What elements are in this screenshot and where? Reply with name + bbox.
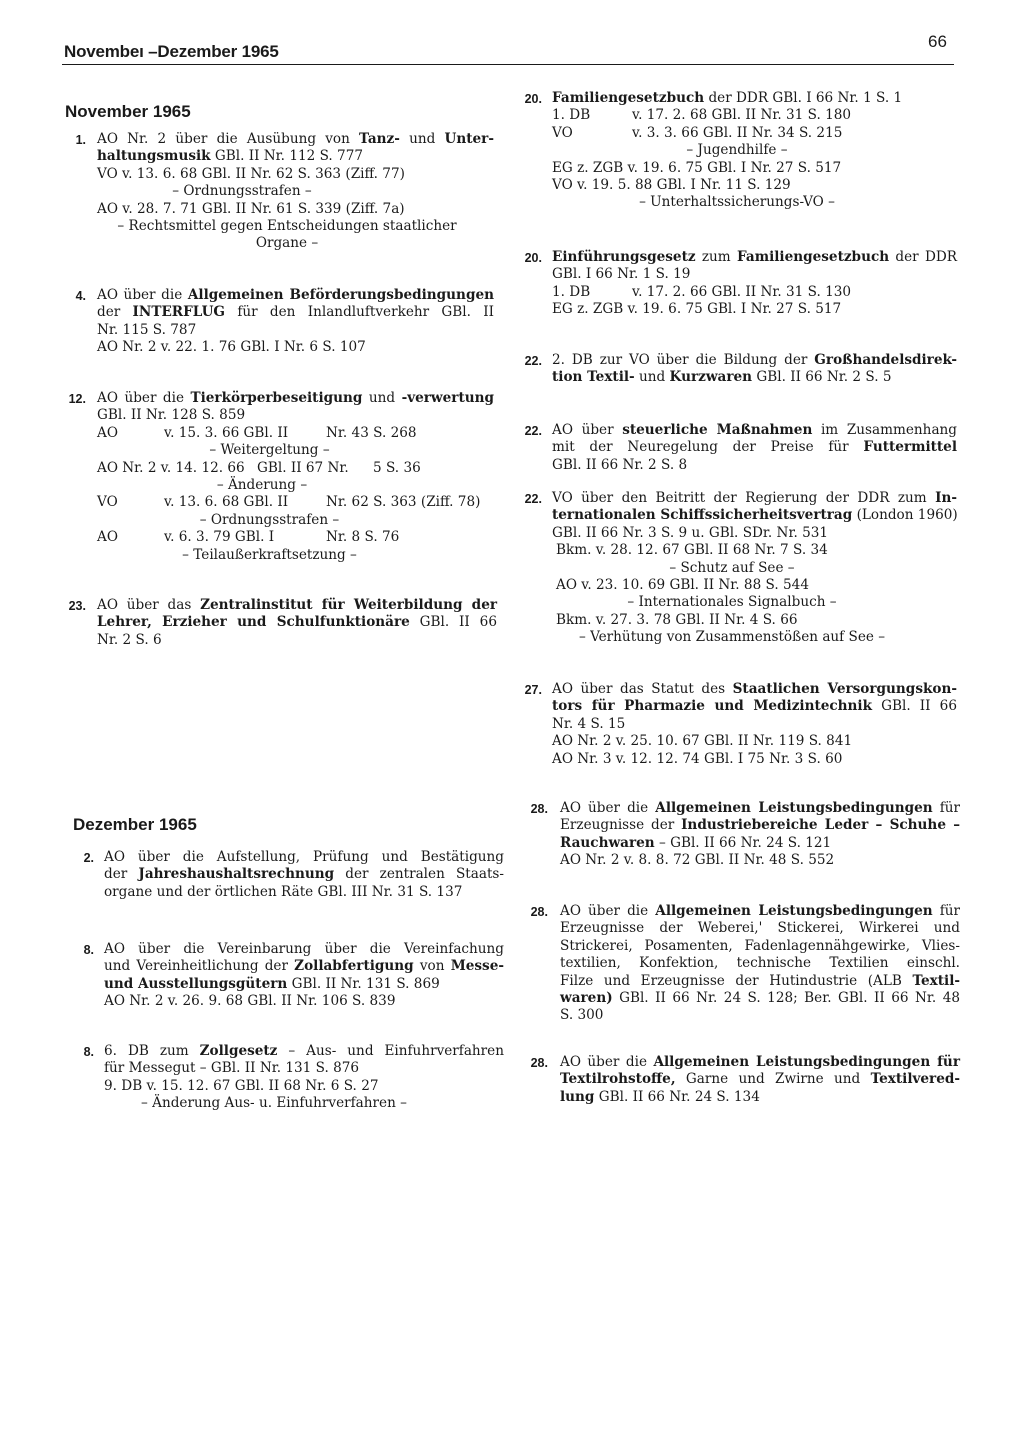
entry-line: GBl. II Nr. 128 S. 859 — [97, 407, 246, 424]
entry-line: AO Nr. 2 v. 26. 9. 68 GBl. II Nr. 106 S. 839 — [104, 993, 396, 1010]
entry-line: Rauchwaren – GBl. II 66 Nr. 24 S. 121 — [560, 834, 832, 851]
entry-line: mit der Neuregelung der Preise für Futtermittel — [552, 439, 957, 456]
entry-line: – Internationales Signalbuch – — [627, 594, 837, 611]
entry-body — [552, 490, 957, 647]
entry-body — [97, 390, 494, 564]
entry-line: Nr. 4 S. 15 — [552, 715, 626, 732]
entry-line: VO v. 13. 6. 68 GBl. II Nr. 62 S. 363 (Ziff. 77) — [97, 165, 405, 182]
entry-line: 2. DB zur VO über die Bildung der Großhandelsdirek- — [552, 352, 957, 368]
entry-line: Filze und Erzeugnisse der Hutindustrie (ALB Textil- — [560, 972, 960, 989]
entry-number: 20. — [524, 92, 542, 106]
entry-line: AO über die Tierkörperbeseitigung und -verwertung — [97, 390, 494, 406]
entry-line: lung GBl. II 66 Nr. 24 S. 134 — [560, 1088, 760, 1105]
entry-number: 1. — [75, 133, 86, 147]
entry-number: 22. — [524, 354, 542, 368]
entry-body — [97, 287, 494, 357]
entry-line: S. 300 — [560, 1007, 604, 1024]
entry-line: AO v. 28. 7. 71 GBl. II Nr. 61 S. 339 (Ziff. 7a) — [97, 200, 405, 217]
entry-line: Erzeugnisse der Industriebereiche Leder – Schuhe – — [560, 817, 960, 834]
entry-line: AO v. 23. 10. 69 GBl. II Nr. 88 S. 544 — [556, 577, 809, 594]
entry-body — [104, 1043, 504, 1113]
entry-line: VO über den Beitritt der Regierung der DDR zum In- — [552, 490, 957, 506]
entry-line: AO über die Aufstellung, Prüfung und Bestätigung — [104, 849, 504, 865]
entry-line: 1. DB v. 17. 2. 68 GBl. II Nr. 31 S. 180 — [552, 107, 852, 124]
entry-line: – Teilaußerkraftsetzung – — [182, 546, 357, 563]
entry-line: und Ausstellungsgütern GBl. II Nr. 131 S. 869 — [104, 975, 440, 992]
header-rule — [62, 64, 954, 65]
section-heading-november: November 1965 — [65, 102, 191, 121]
entry-line: – Ordnungsstrafen – — [199, 511, 340, 528]
entry-number: 4. — [75, 289, 86, 303]
entry-line: AO v. 15. 3. 66 GBl. II Nr. 43 S. 268 — [97, 424, 417, 441]
entry-body — [560, 800, 960, 870]
entry-line: – Unterhaltssicherungs-VO – — [639, 194, 835, 211]
entry-line: Bkm. v. 27. 3. 78 GBl. II Nr. 4 S. 66 — [556, 611, 798, 628]
entry-body — [97, 131, 494, 253]
entry-line: Organe – — [255, 235, 319, 252]
entry-line: Nr. 115 S. 787 — [97, 321, 197, 338]
entry-line: tors für Pharmazie und Medizintechnik GBl. II 66 — [552, 698, 957, 715]
entry-line: Nr. 2 S. 6 — [97, 631, 162, 648]
entry-line: AO über das Zentralinstitut für Weiterbildung der — [97, 597, 497, 613]
entry-line: AO über die Allgemeinen Leistungsbedingungen für — [560, 1054, 960, 1070]
entry-number: 8. — [83, 943, 94, 957]
entry-number: 22. — [524, 424, 542, 438]
entry-line: AO über das Statut des Staatlichen Versorgungskon- — [552, 681, 957, 697]
entry-number: 2. — [83, 851, 94, 865]
entry-number: 27. — [524, 683, 542, 697]
entry-line: organe und der örtlichen Räte GBl. III Nr. 31 S. 137 — [104, 883, 463, 900]
entry-line: der Jahreshaushaltsrechnung der zentralen Staats- — [104, 866, 504, 883]
entry-line: – Jugendhilfe – — [686, 142, 788, 159]
entry-line: AO Nr. 2 v. 8. 8. 72 GBl. II Nr. 48 S. 552 — [560, 852, 835, 869]
entry-line: – Änderung Aus- u. Einfuhrverfahren – — [141, 1095, 407, 1112]
entry-line: – Änderung – — [216, 477, 308, 494]
entry-line: AO über steuerliche Maßnahmen im Zusammenhang — [552, 422, 958, 438]
entry-line: Einführungsgesetz zum Familiengesetzbuch der DDR — [552, 249, 957, 265]
entry-line: AO Nr. 2 v. 25. 10. 67 GBl. II Nr. 119 S. 841 — [552, 733, 853, 750]
entry-line: VO v. 3. 3. 66 GBl. II Nr. 34 S. 215 — [552, 124, 843, 141]
entry-line: – Schutz auf See – — [669, 559, 795, 576]
entry-line: AO über die Allgemeinen Leistungsbedingungen für — [560, 903, 960, 919]
entry-line: 1. DB v. 17. 2. 66 GBl. II Nr. 31 S. 130 — [552, 283, 852, 300]
entry-line: für Messegut – GBl. II Nr. 131 S. 876 — [104, 1060, 360, 1077]
entry-line: textilien, Konfektion, technische Textilien einschl. — [560, 955, 960, 972]
entry-line: 6. DB zum Zollgesetz – Aus- und Einfuhrverfahren — [104, 1043, 504, 1059]
entry-body — [552, 422, 957, 474]
entry-line: – Rechtsmittel gegen Entscheidungen staatlicher — [117, 218, 457, 235]
entry-line: waren) GBl. II 66 Nr. 24 S. 128; Ber. GBl. II 66 Nr. 48 — [560, 990, 960, 1007]
entry-body — [552, 681, 957, 768]
entry-line: 9. DB v. 15. 12. 67 GBl. II 68 Nr. 6 S. 27 — [104, 1077, 379, 1094]
entry-line: AO Nr. 2 v. 22. 1. 76 GBl. I Nr. 6 S. 107 — [97, 339, 366, 356]
entry-line: haltungsmusik GBl. II Nr. 112 S. 777 — [97, 148, 364, 165]
entry-number: 20. — [524, 251, 542, 265]
entry-line: AO Nr. 2 v. 14. 12. 66 GBl. II 67 Nr. 5 S. 36 — [97, 459, 421, 476]
entry-body — [552, 352, 957, 387]
entry-line: – Verhütung von Zusammenstößen auf See – — [578, 629, 886, 646]
entry-line: GBl. II 66 Nr. 3 S. 9 u. GBl. SDr. Nr. 531 — [552, 524, 829, 541]
entry-line: GBl. II 66 Nr. 2 S. 8 — [552, 456, 688, 473]
entry-body — [104, 849, 504, 901]
entry-line: AO über die Allgemeinen Leistungsbedingungen für — [560, 800, 960, 816]
entry-line: Lehrer, Erzieher und Schulfunktionäre GBl. II 66 — [97, 614, 497, 631]
entry-body — [552, 90, 957, 212]
entry-line: VO v. 19. 5. 88 GBl. I Nr. 11 S. 129 — [552, 177, 791, 194]
entry-number: 12. — [68, 392, 86, 406]
entry-line: ternationalen Schiffssicherheitsvertrag (London 1960) — [552, 507, 958, 524]
entry-line: AO Nr. 3 v. 12. 12. 74 GBl. I 75 Nr. 3 S. 60 — [552, 750, 843, 767]
running-header-title: Novembeı –Dezember 1965 — [64, 42, 279, 61]
entry-line: – Ordnungsstrafen – — [172, 183, 312, 200]
entry-line: EG z. ZGB v. 19. 6. 75 GBl. I Nr. 27 S. 517 — [552, 159, 842, 176]
entry-number: 28. — [530, 905, 548, 919]
entry-line: AO über die Vereinbarung über die Vereinfachung — [104, 941, 504, 957]
entry-number: 8. — [83, 1045, 94, 1059]
entry-body — [97, 597, 497, 649]
entry-body — [560, 903, 960, 1025]
entry-line: VO v. 13. 6. 68 GBl. II Nr. 62 S. 363 (Ziff. 78) — [97, 494, 481, 511]
page-number: 66 — [928, 32, 947, 51]
entry-line: Familiengesetzbuch der DDR GBl. I 66 Nr. 1 S. 1 — [552, 90, 903, 106]
entry-line: Textilrohstoffe, Garne und Zwirne und Textilvered- — [560, 1071, 960, 1088]
entry-body — [552, 249, 957, 319]
entry-number: 23. — [68, 599, 86, 613]
entry-number: 28. — [530, 1056, 548, 1070]
entry-number: 22. — [524, 492, 542, 506]
entry-line: AO Nr. 2 über die Ausübung von Tanz- und Unter- — [97, 131, 494, 147]
entry-body — [104, 941, 504, 1011]
entry-line: tion Textil- und Kurzwaren GBl. II 66 Nr. 2 S. 5 — [552, 369, 892, 386]
entry-line: EG z. ZGB v. 19. 6. 75 GBl. I Nr. 27 S. 517 — [552, 301, 842, 318]
entry-body — [560, 1054, 960, 1106]
section-heading-dezember: Dezember 1965 — [73, 815, 197, 834]
entry-number: 28. — [530, 802, 548, 816]
entry-line: Strickerei, Posamenten, Fadenlagennähgewirke, Vlies- — [560, 937, 960, 954]
entry-line: – Weitergeltung – — [209, 442, 330, 459]
entry-line: AO über die Allgemeinen Beförderungsbedingungen — [97, 287, 494, 303]
entry-line: Erzeugnisse der Weberei,' Stickerei, Wirkerei und — [560, 920, 960, 937]
entry-line: AO v. 6. 3. 79 GBl. I Nr. 8 S. 76 — [97, 529, 400, 546]
entry-line: GBl. I 66 Nr. 1 S. 19 — [552, 266, 691, 283]
entry-line: Bkm. v. 28. 12. 67 GBl. II 68 Nr. 7 S. 34 — [556, 542, 828, 559]
entry-line: und Vereinheitlichung der Zollabfertigung von Messe- — [104, 958, 504, 975]
entry-line: der INTERFLUG für den Inlandluftverkehr GBl. II — [97, 304, 494, 321]
